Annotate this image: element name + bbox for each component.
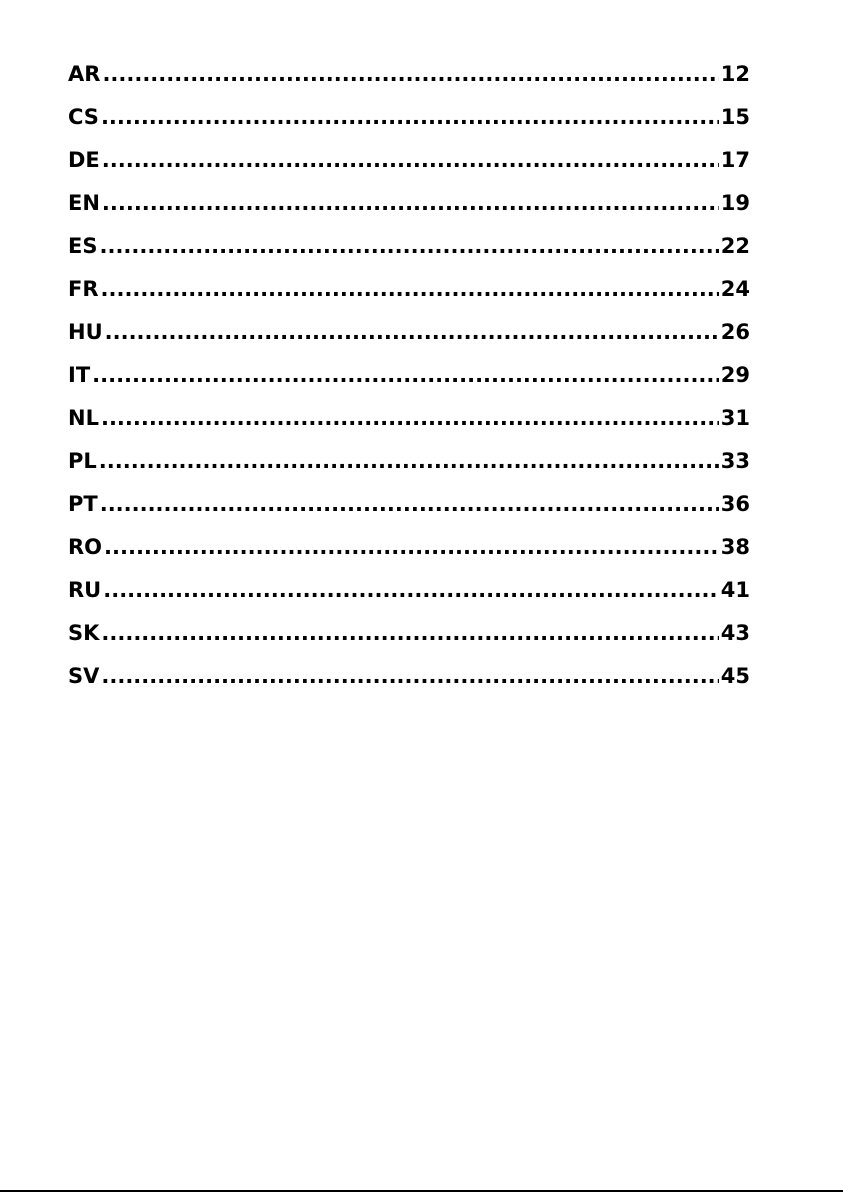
toc-entry-label: HU <box>68 320 103 344</box>
toc-entry-ar[interactable] <box>68 60 750 103</box>
toc-entry-label: DE <box>68 148 100 172</box>
toc-entry-label: ES <box>68 234 98 258</box>
toc-entry-page: 38 <box>720 535 750 559</box>
toc-entry-de[interactable] <box>68 146 750 189</box>
toc-entry-page: 26 <box>720 320 750 344</box>
toc-entry-label: CS <box>68 105 99 129</box>
toc-entry-label: AR <box>68 62 101 86</box>
toc-entry-page: 15 <box>720 105 750 129</box>
toc-entry-en[interactable] <box>68 189 750 232</box>
dot-leader <box>103 576 719 604</box>
toc-entry-sv[interactable] <box>68 662 750 705</box>
toc-entry-page: 17 <box>720 148 750 172</box>
dot-leader <box>101 103 719 131</box>
dot-leader <box>92 361 719 389</box>
toc-entry-label: PL <box>68 449 97 473</box>
dot-leader <box>105 318 719 346</box>
toc-entry-page: 19 <box>720 191 750 215</box>
dot-leader <box>102 60 718 88</box>
toc-entry-label: FR <box>68 277 99 301</box>
toc-entry-cs[interactable] <box>68 103 750 146</box>
toc-entry-page: 31 <box>720 406 750 430</box>
toc-entry-fr[interactable] <box>68 275 750 318</box>
toc-entry-pt[interactable] <box>68 490 750 533</box>
toc-entry-nl[interactable] <box>68 404 750 447</box>
toc-entry-page: 24 <box>720 277 750 301</box>
toc-entry-page: 22 <box>720 234 750 258</box>
dot-leader <box>101 619 718 647</box>
toc-entry-label: SK <box>68 621 100 645</box>
toc-entry-page: 29 <box>720 363 750 387</box>
toc-entry-ru[interactable] <box>68 576 750 619</box>
toc-entry-label: RU <box>68 578 102 602</box>
dot-leader <box>102 146 719 174</box>
toc-entry-ro[interactable] <box>68 533 750 576</box>
toc-entry-page: 43 <box>720 621 750 645</box>
toc-entry-page: 12 <box>720 62 750 86</box>
toc-entry-page: 41 <box>720 578 750 602</box>
toc-entry-label: NL <box>68 406 99 430</box>
toc-entry-label: EN <box>68 191 100 215</box>
toc-entry-label: IT <box>68 363 91 387</box>
table-of-contents <box>68 60 750 705</box>
toc-entry-es[interactable] <box>68 232 750 275</box>
dot-leader <box>101 404 719 432</box>
toc-entry-page: 36 <box>720 492 750 516</box>
toc-entry-label: PT <box>68 492 98 516</box>
toc-entry-label: RO <box>68 535 103 559</box>
toc-entry-it[interactable] <box>68 361 750 404</box>
toc-entry-page: 45 <box>720 664 750 688</box>
toc-entry-pl[interactable] <box>68 447 750 490</box>
dot-leader <box>102 189 719 217</box>
dot-leader <box>104 533 719 561</box>
dot-leader <box>99 447 719 475</box>
dot-leader <box>101 662 718 690</box>
toc-entry-label: SV <box>68 664 100 688</box>
dot-leader <box>100 490 719 518</box>
dot-leader <box>99 232 718 260</box>
toc-entry-hu[interactable] <box>68 318 750 361</box>
toc-entry-page: 33 <box>720 449 750 473</box>
toc-entry-sk[interactable] <box>68 619 750 662</box>
dot-leader <box>101 275 719 303</box>
